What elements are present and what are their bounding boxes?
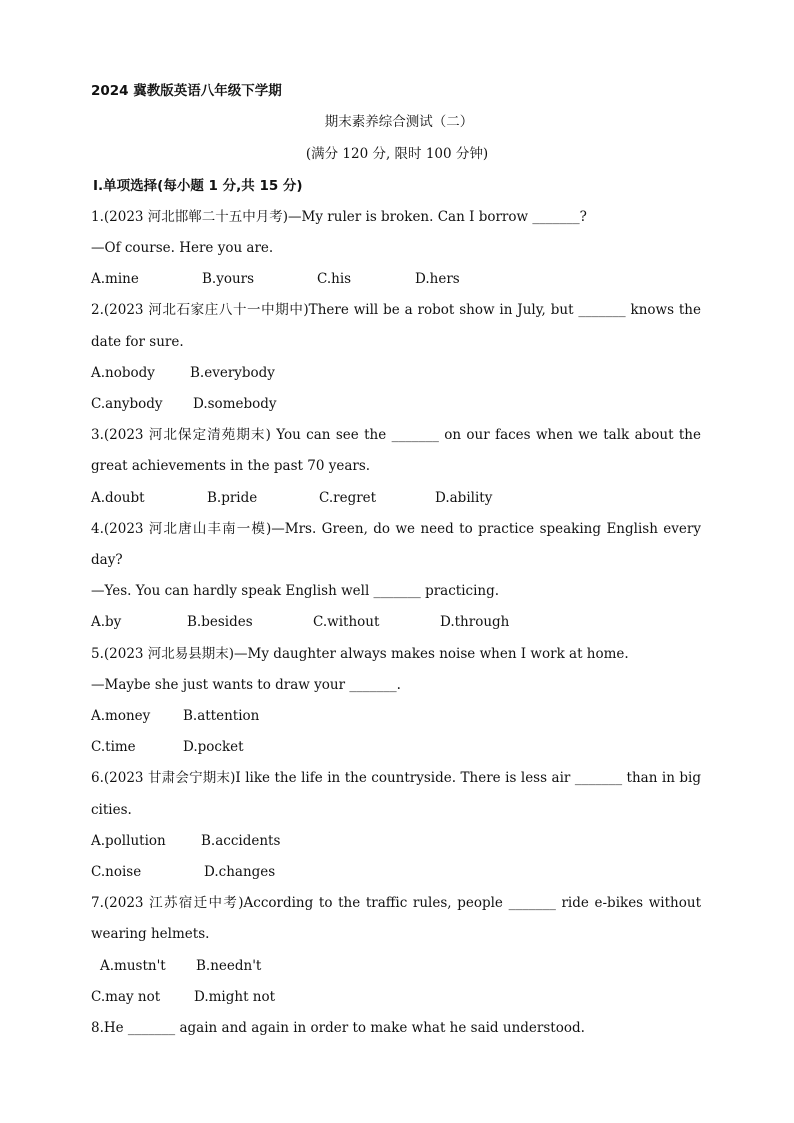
question-5-option-c: C.time: [91, 739, 136, 755]
question-6-option-c: C.noise: [91, 864, 142, 880]
question-7-option-d: D.might not: [194, 989, 276, 1005]
question-6-line-1: 6.(2023 甘肃会宁期末)I like the life in the countryside. There is less air _______ than in big: [91, 770, 701, 786]
exam-subtitle: (满分 120 分, 限时 100 分钟): [305, 146, 489, 162]
question-5-option-b: B.attention: [183, 708, 260, 724]
question-2-option-a: A.nobody: [91, 365, 155, 381]
question-3-line-2: great achievements in the past 70 years.: [91, 458, 371, 474]
question-7-option-b: B.needn't: [196, 958, 262, 974]
question-2-option-b: B.everybody: [190, 365, 275, 381]
question-1-option-b: B.yours: [202, 271, 255, 287]
question-1-line-2: —Of course. Here you are.: [91, 240, 274, 256]
question-6-option-a: A.pollution: [91, 833, 166, 849]
question-4-option-c: C.without: [313, 614, 380, 630]
question-2-option-c: C.anybody: [91, 396, 163, 412]
question-4-line-2: day?: [91, 552, 123, 568]
question-5-line-1: 5.(2023 河北易县期末)—My daughter always makes noise when I work at home.: [91, 646, 629, 662]
question-2-option-d: D.somebody: [193, 396, 277, 412]
question-4-line-3: —Yes. You can hardly speak English well _______ practicing.: [91, 583, 500, 599]
section-heading: Ⅰ.单项选择(每小题 1 分,共 15 分): [93, 178, 303, 194]
question-2-line-1: 2.(2023 河北石家庄八十一中期中)There will be a robot show in July, but _______ knows the: [91, 302, 701, 318]
question-4-option-b: B.besides: [187, 614, 253, 630]
question-5-line-2: —Maybe she just wants to draw your _______.: [91, 677, 401, 693]
question-7-line-1: 7.(2023 江苏宿迁中考)According to the traffic rules, people _______ ride e-bikes without: [91, 895, 701, 911]
exam-title: [0, 113, 794, 131]
question-4-line-1: 4.(2023 河北唐山丰南一模)—Mrs. Green, do we need to practice speaking English every: [91, 521, 701, 537]
question-5-option-a: A.money: [91, 708, 151, 724]
question-5-option-d: D.pocket: [183, 739, 244, 755]
question-7-option-c: C.may not: [91, 989, 161, 1005]
question-4-option-d: D.through: [440, 614, 510, 630]
question-6-option-d: D.changes: [204, 864, 276, 880]
question-6-line-2: cities.: [91, 802, 132, 818]
question-3-option-b: B.pride: [207, 490, 258, 506]
question-3-option-c: C.regret: [319, 490, 377, 506]
question-4-option-a: A.by: [91, 614, 122, 630]
question-1-line-1: 1.(2023 河北邯郸二十五中月考)—My ruler is broken. Can I borrow _______?: [91, 209, 587, 225]
question-3-option-d: D.ability: [435, 490, 493, 506]
question-3-option-a: A.doubt: [91, 490, 145, 506]
question-1-option-d: D.hers: [415, 271, 460, 287]
question-8-line-1: 8.He _______ again and again in order to make what he said understood.: [91, 1020, 585, 1036]
question-1-option-c: C.his: [317, 271, 352, 287]
question-7-option-a: A.mustn't: [100, 958, 166, 974]
question-2-line-2: date for sure.: [91, 334, 184, 350]
question-7-line-2: wearing helmets.: [91, 926, 210, 942]
question-3-line-1: 3.(2023 河北保定清苑期末) You can see the _______ on our faces when we talk about the: [91, 427, 701, 443]
question-6-option-b: B.accidents: [201, 833, 281, 849]
question-1-option-a: A.mine: [91, 271, 139, 287]
exam-title-text: 期末素养综合测试（二）: [324, 114, 474, 130]
exam-series: 2024 冀教版英语八年级下学期: [91, 83, 282, 99]
